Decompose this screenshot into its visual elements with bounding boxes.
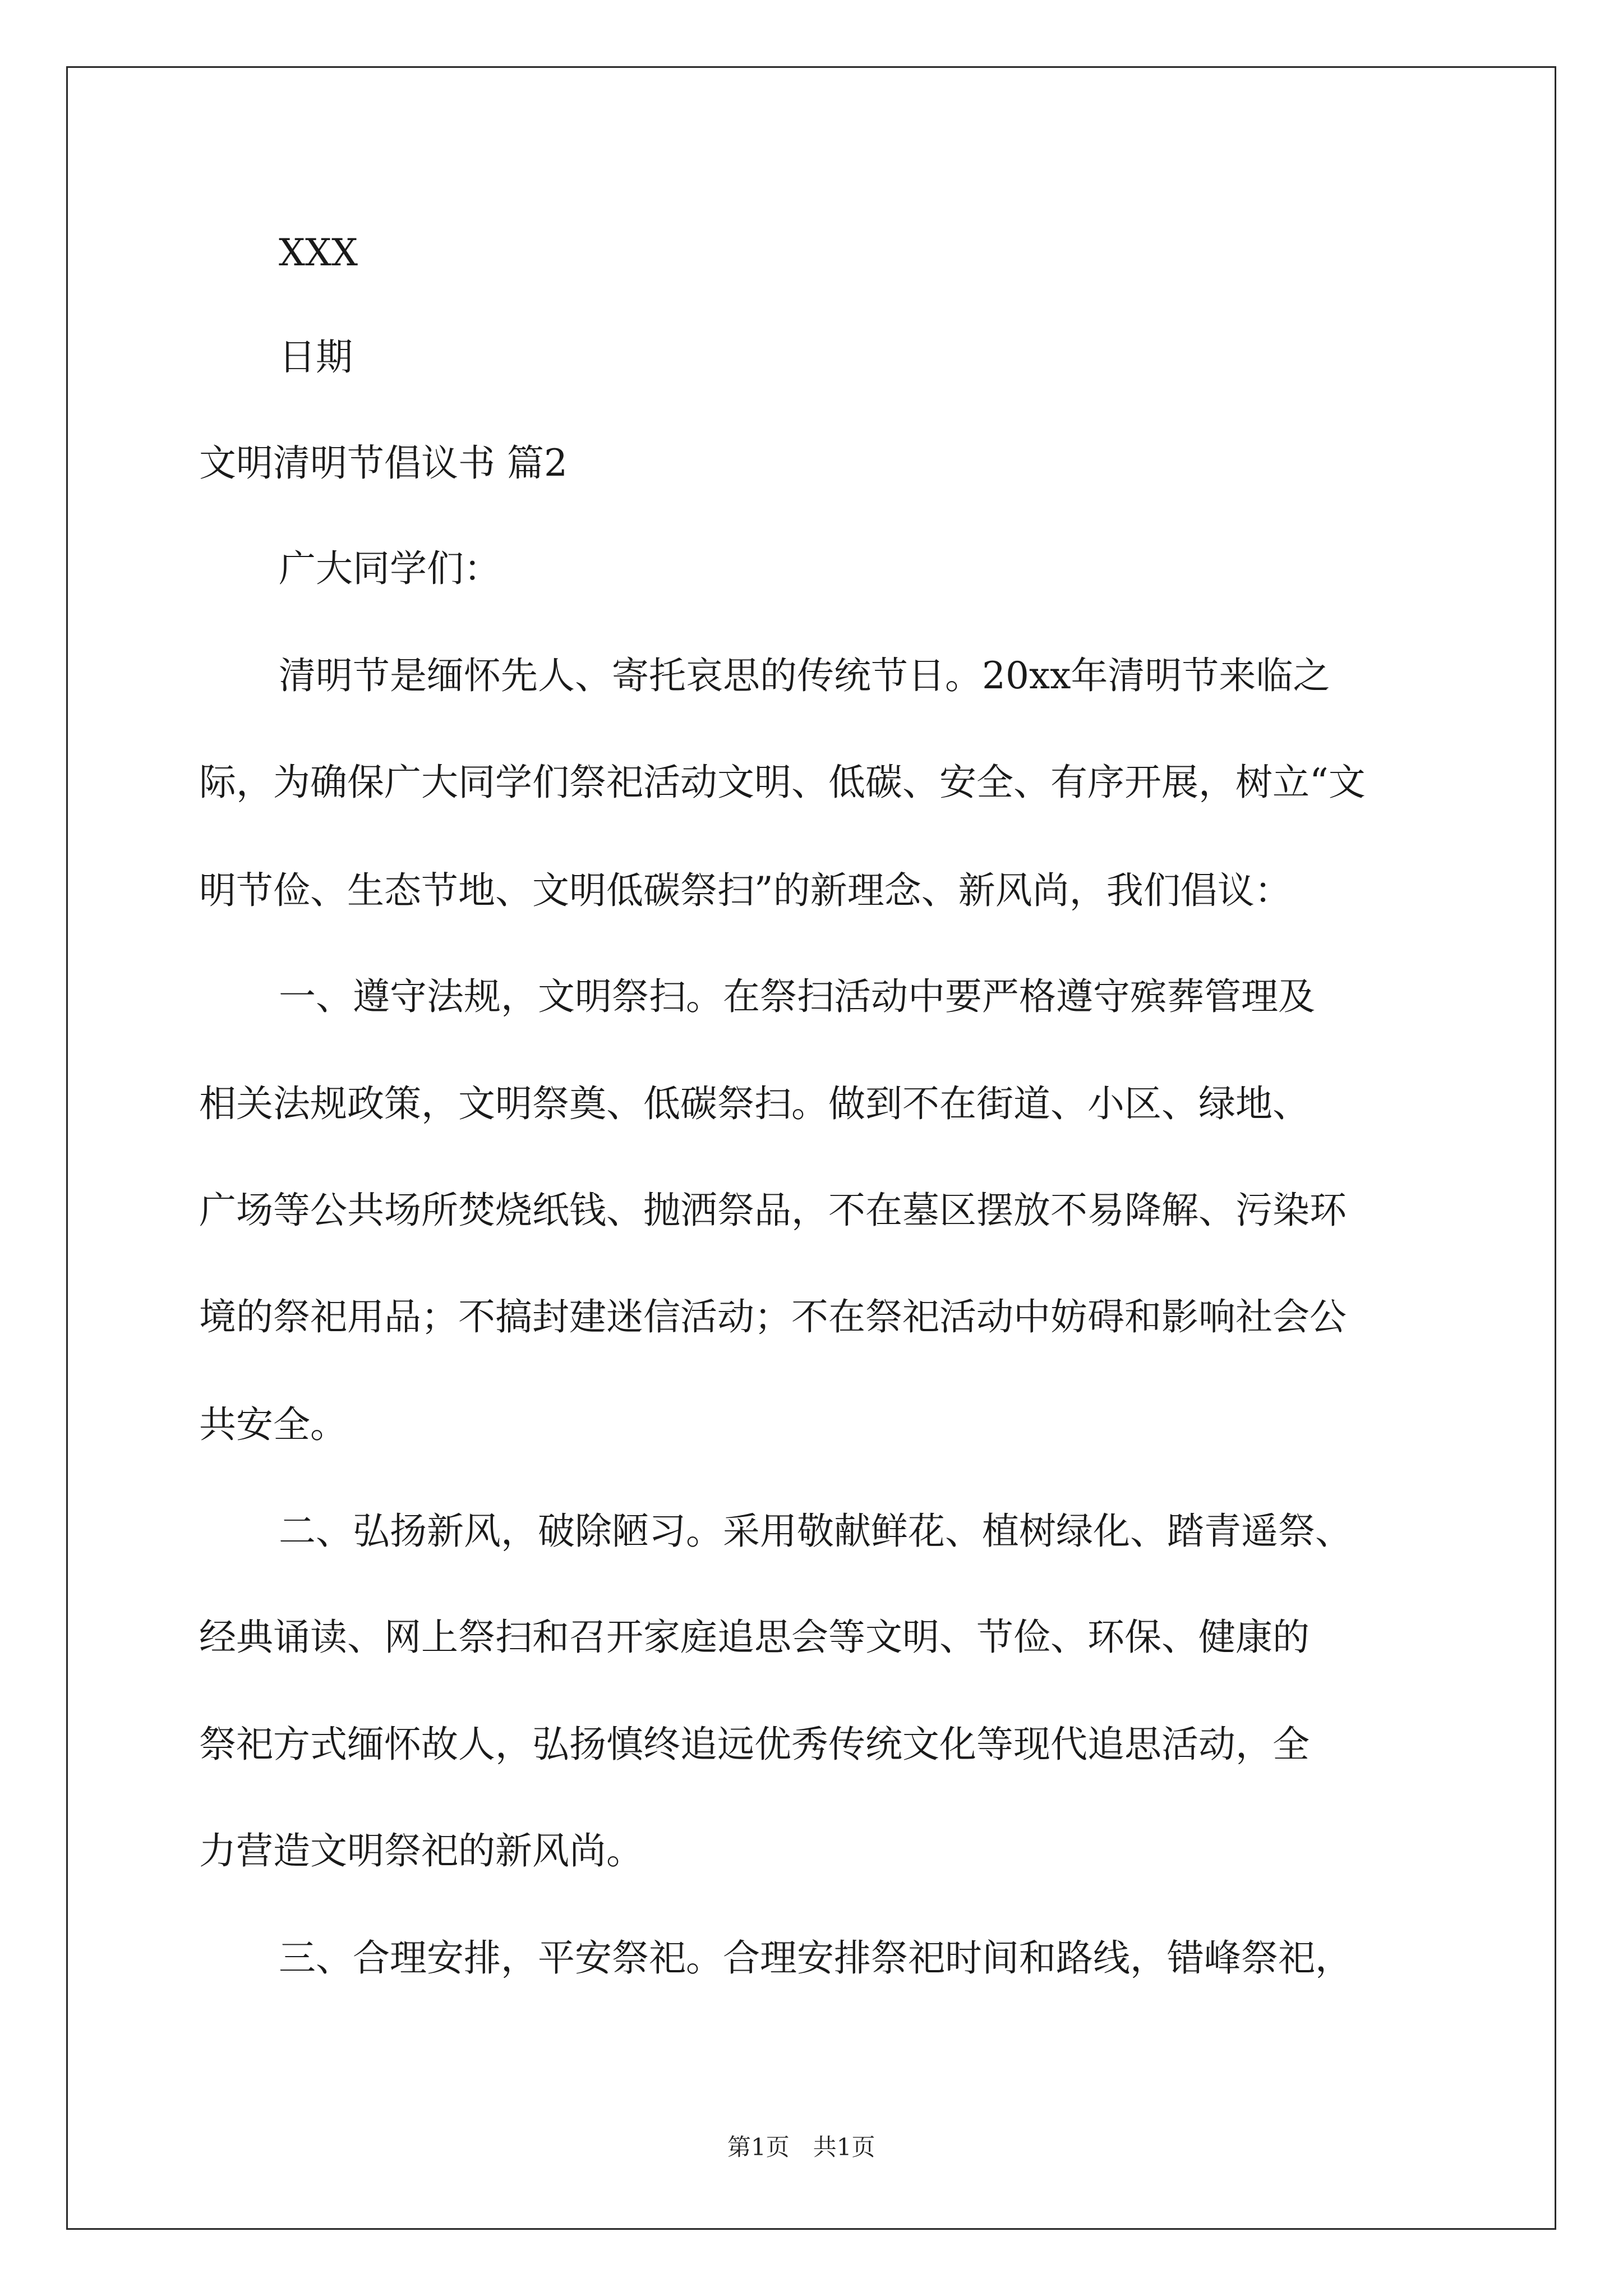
salutation: 广大同学们： [279,547,501,590]
paragraph-line: 相关法规政策，文明祭奠、低碳祭扫。做到不在街道、小区、绿地、 [199,1082,1310,1125]
date-label: 日期 [279,335,353,379]
paragraph-line: 祭祀方式缅怀故人，弘扬慎终追远优秀传统文化等现代追思活动，全 [199,1723,1310,1766]
section-title: 文明清明节倡议书 篇2 [199,441,568,485]
page-border [66,66,1556,2230]
paragraph-line: 广场等公共场所焚烧纸钱、抛洒祭品，不在墓区摆放不易降解、污染环 [199,1189,1347,1232]
paragraph-line: 境的祭祀用品；不搞封建迷信活动；不在祭祀活动中妨碍和影响社会公 [199,1295,1347,1338]
page-number-footer: 第1页 共1页 [727,2133,875,2161]
signature-text: XXX [279,231,358,274]
paragraph-line: 际，为确保广大同学们祭祀活动文明、低碳、安全、有序开展，树立“文 [199,761,1366,804]
paragraph-line: 明节俭、生态节地、文明低碳祭扫”的新理念、新风尚，我们倡议： [199,869,1292,912]
paragraph-line: 共安全。 [199,1403,347,1446]
paragraph-line: 力营造文明祭祀的新风尚。 [199,1829,643,1872]
paragraph-line: 经典诵读、网上祭扫和召开家庭追思会等文明、节俭、环保、健康的 [199,1616,1310,1659]
paragraph-line: 一、遵守法规，文明祭扫。在祭扫活动中要严格遵守殡葬管理及 [279,975,1315,1018]
paragraph-line: 清明节是缅怀先人、寄托哀思的传统节日。20xx年清明节来临之 [279,654,1330,697]
paragraph-line: 三、合理安排，平安祭祀。合理安排祭祀时间和路线，错峰祭祀， [279,1936,1352,1980]
paragraph-line: 二、弘扬新风，破除陋习。采用敬献鲜花、植树绿化、踏青遥祭、 [279,1510,1352,1553]
